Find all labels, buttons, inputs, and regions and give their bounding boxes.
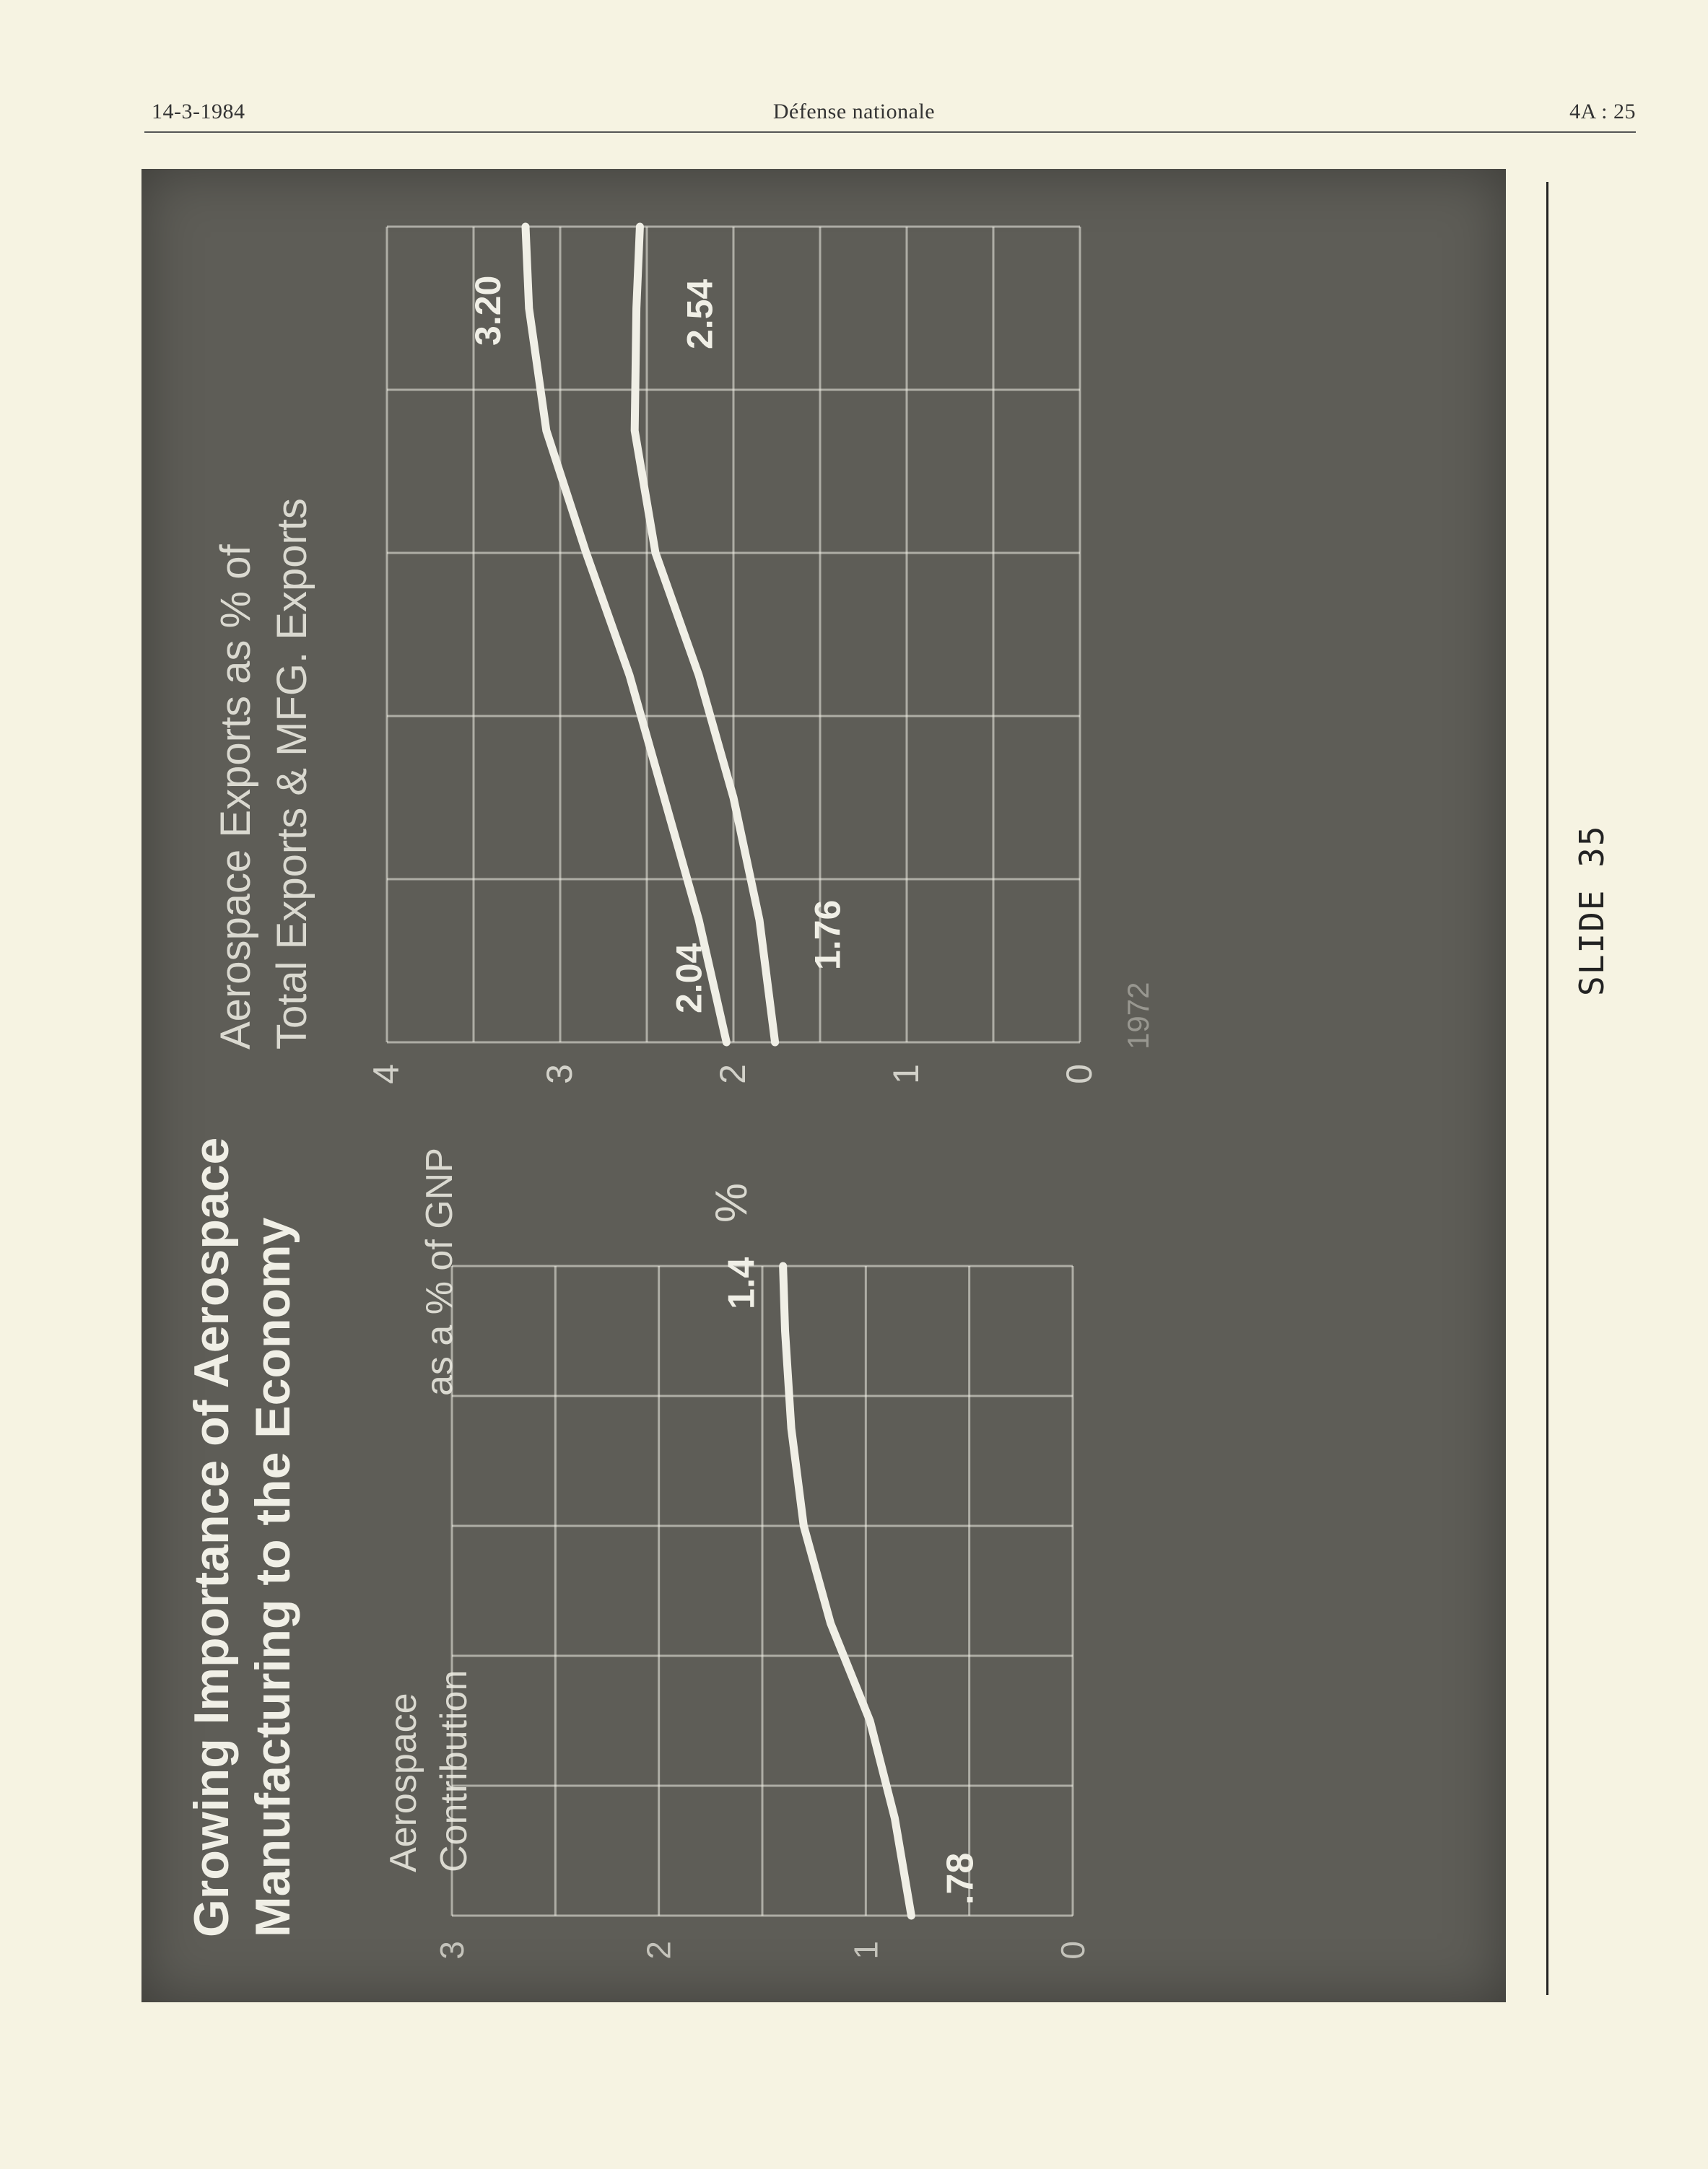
chart1-ylabel-line1: Aerospace [383,1693,424,1872]
chart1-series-line [783,1266,912,1916]
chart1-data-label-start: .78 [939,1852,982,1905]
chart2-title-line1: Aerospace Exports as % of [212,544,259,1049]
slide-number-label: SLIDE 35 [1572,824,1611,996]
chart1-ytick-label: 1 [847,1941,885,1960]
chart2-ytick-label: 3 [539,1064,580,1084]
margin-rule [1546,182,1548,1995]
chart2-ylabel: % [707,1182,757,1223]
chart1-ylabel-line2: Contribution [433,1670,475,1872]
chart2-ytick-label: 2 [713,1064,753,1084]
chart2-xtick-label: 1972 [1121,982,1155,1049]
chart1-ylabel-line3: as a % of GNP [419,1148,461,1396]
chart2-data-label-2-end: 2.54 [679,279,720,349]
chart1-data-label-end: 1.4 [720,1257,763,1309]
header-page-number: 4A : 25 [1569,100,1636,123]
chart2-data-label-1-end: 3.20 [468,275,508,346]
slide-chart-figure [141,169,1506,2002]
chart1-ytick-label: 0 [1054,1941,1092,1960]
chart2-data-label-2-start: 1.76 [807,899,848,970]
chart2-ytick-label: 1 [886,1064,926,1084]
chart1-ytick-label: 2 [640,1941,678,1960]
chart2-ytick-label: 0 [1059,1064,1099,1084]
chart1-title-line2: Manufacturing to the Economy [245,1217,300,1937]
header-date: 14-3-1984 [152,100,245,123]
chart1-title-line1: Growing Importance of Aerospace [184,1137,239,1937]
chart1-ytick-label: 3 [433,1941,471,1960]
chart2-title-line2: Total Exports & MFG. Exports [269,498,315,1049]
slide-photo [141,169,1506,2002]
header-title: Défense nationale [772,100,936,123]
header-divider [144,131,1636,133]
chart2-data-label-1-start: 2.04 [668,943,710,1013]
chart2-ytick-label: 4 [366,1064,406,1084]
